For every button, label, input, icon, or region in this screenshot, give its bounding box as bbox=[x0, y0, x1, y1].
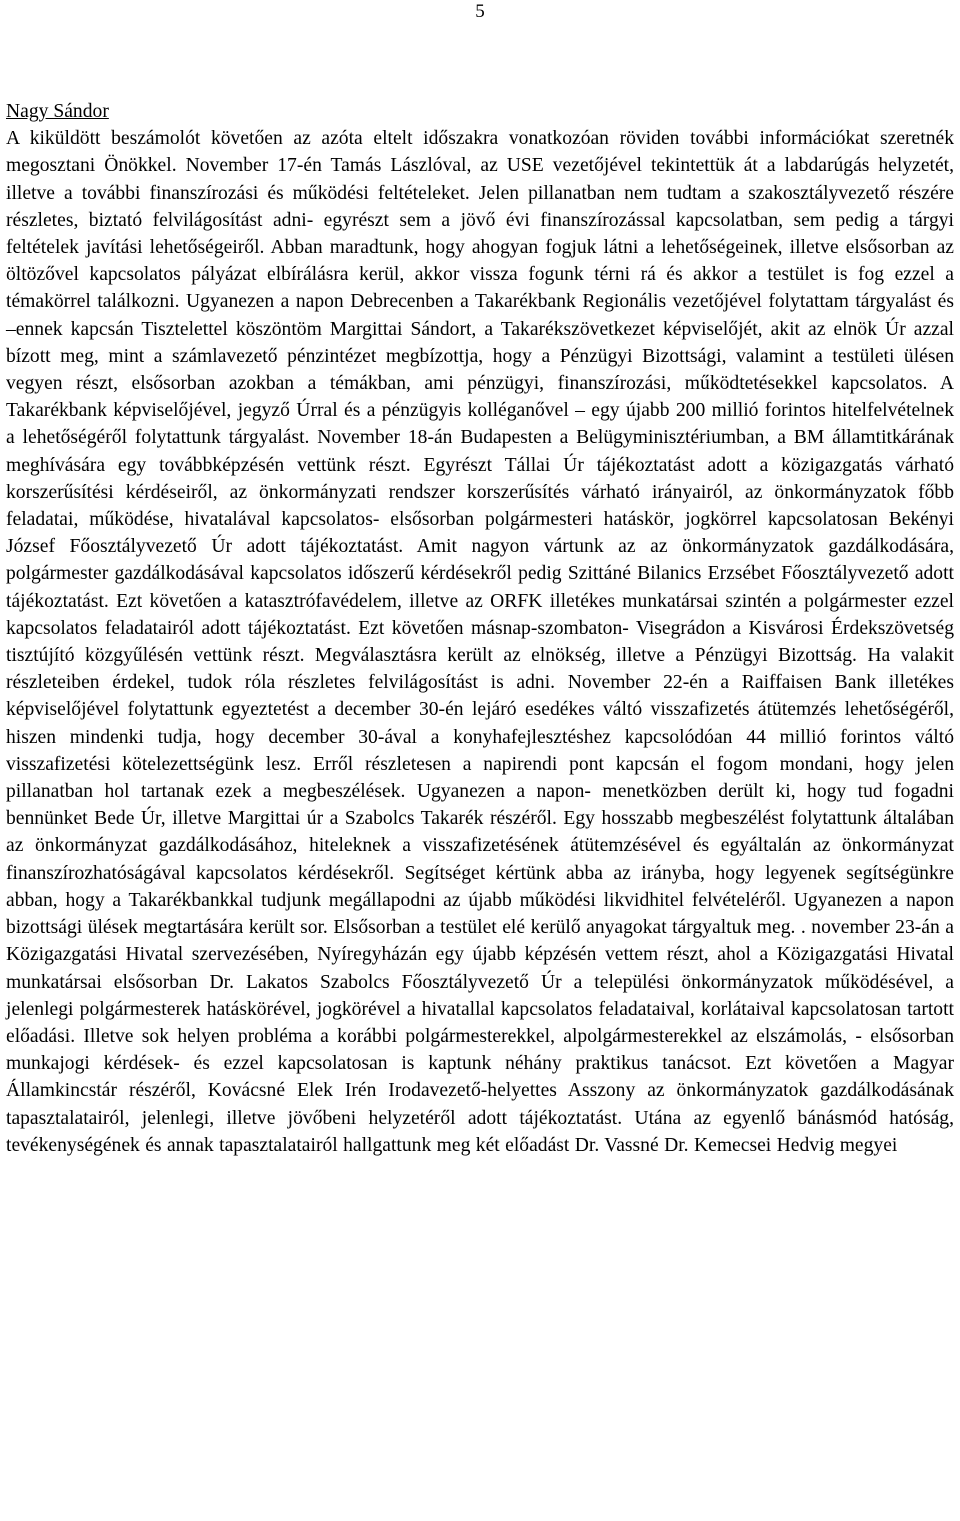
page-number: 5 bbox=[475, 1, 485, 22]
speaker-name: Nagy Sándor bbox=[6, 101, 109, 122]
speech-paragraph: A kiküldött beszámolót követően az azóta eltelt időszakra vonatkozóan röviden további információkat szeretnék megosztani Önökkel. November 17-én Tamás Lászlóval, az USE vezetőjével tekintettük át a labdarúgás helyzetét, illetve a további finanszírozási és működési feltételeket. Jelen pillanatban nem tudtam a szakosztályvezető részére részletes, biztató felvilágosítást adni- egyrészt sem a jövő évi finanszírozással kapcsolatban, sem pedig a tárgyi feltételek javítási lehetőségeiről. Abban maradtunk, hogy ahogyan fogjuk látni a lehetőségeinek, illetve elsősorban az öltözővel kapcsolatos pályázat elbírálásra kerül, akkor vissza fogunk térni rá és akkor a testület is fog ezzel a témakörrel találkozni. Ugyanezen a napon Debrecenben a Takarékbank Regionális vezetőjével folytattam tárgyalást és –ennek kapcsán Tisztelettel köszöntöm Margittai Sándort, a Takarékszövetkezet képviselőjét, akit az elnök Úr azzal bízott meg, mint a számlavezető pénzintézet megbízottja, hogy a Pénzügyi Bizottsági, valamint a testületi ülésen vegyen részt, elsősorban azokban a témákban, ami pénzügyi, finanszírozási, működtetésekkel kapcsolatos. A Takarékbank képviselőjével, jegyző Úrral és a pénzügyis kolléganővel – egy újabb 200 millió forintos hitelfelvételnek a lehetőségéről folytattunk tárgyalást. November 18-án Budapesten a Belügyminisztériumban, a BM államtitkárának meghívására egy továbbképzésén vettünk részt. Egyrészt Tállai Úr tájékoztatást adott a közigazgatás várható korszerűsítési kérdéseiről, az önkormányzati rendszer korszerűsítés várható irányairól, az önkormányzatok főbb feladatai, működése, hivatalával kapcsolatos- elsősorban polgármesteri hatáskör, jogkörrel kapcsolatosan Bekényi József Főosztályvezető Úr adott tájékoztatást. Amit nagyon vártunk az az önkormányzatok gazdálkodására, polgármester gazdálkodásával kapcsolatos időszerű kérdésekről pedig Szittáné Bilanics Erzsébet Főosztályvezető adott tájékoztatást. Ezt követően a katasztrófavédelem, illetve az ORFK illetékes munkatársai szintén a polgármester ezzel kapcsolatos feladatairól adott tájékoztatást. Ezt követően másnap-szombaton- Visegrádon a Kisvárosi Érdekszövetség tisztújító közgyűlésén vettünk részt. Megválasztásra került az elnökség, illetve a Pénzügyi Bizottság. Ha valakit részleteiben érdekel, tudok róla részletes felvilágosítást is adni. November 22-én a Raiffaisen Bank illetékes képviselőjével folytattunk egyeztetést a december 30-én lejáró esedékes váltó visszafizetés átütemzés lehetőségéről, hiszen mindenki tudja, hogy december 30-ával a konyhafejlesztéshez kapcsolódóan 44 millió forintos váltó visszafizetési kötelezettségünk lesz. Erről részletesen a napirendi pont kapcsán el fogom mondani, hogy jelen pillanatban hol tartanak ezek a megbeszélések. Ugyanezen a napon- menetközben derült ki, hogy tud fogadni bennünket Bede Úr, illetve Margittai úr a Szabolcs Takarék részéről. Egy hosszabb megbeszélést folytattunk általában az önkormányzat gazdálkodásához, hiteleknek a visszafizetésének átütemzésével és egyáltalán az önkormányzat finanszírozhatóságával kapcsolatos kérdésekről. Segítséget kértünk abba az irányba, hogy legyenek segítségünkre abban, hogy a Takarékbankkal tudjunk megállapodni az újabb működési likvidhitel felvételéről. Ugyanezen a napon bizottsági ülések megtartására került sor. Elsősorban a testület elé kerülő anyagokat tárgyaltuk meg. . november 23-án a Közigazgatási Hivatal szervezésében, Nyíregyházán egy újabb képzésén vettem részt, ahol a Közigazgatási Hivatal munkatársai elsősorban Dr. Lakatos Szabolcs Főosztályvezető Úr a települési önkormányzatok működésével, a jelenlegi polgármesterek hatáskörével, jogkörével a hivatallal kapcsolatos feladataival, korlátaival kapcsolatosan tartott előadási. Illetve sok helyen probléma a korábbi polgármesterekkel, alpolgármesterekkel az elszámolás, - elsősorban munkajogi kérdések- és ezzel kapcsolatosan is kaptunk néhány praktikus tanácsot. Ezt követően a Magyar Államkincstár részéről, Kovácsné Elek Irén Irodavezető-helyettes Asszony az önkormányzatok gazdálkodásának tapasztalatairól, jelenlegi, illetve jövőbeni helyzetéről adott tájékoztatást. Utána az egyenlő bánásmód hatóság, tevékenységének és annak tapasztalatairól hallgattunk meg két előadást Dr. Vassné Dr. Kemecsei Hedvig megyei bbox=[6, 128, 954, 1156]
document-body bbox=[6, 98, 954, 1159]
